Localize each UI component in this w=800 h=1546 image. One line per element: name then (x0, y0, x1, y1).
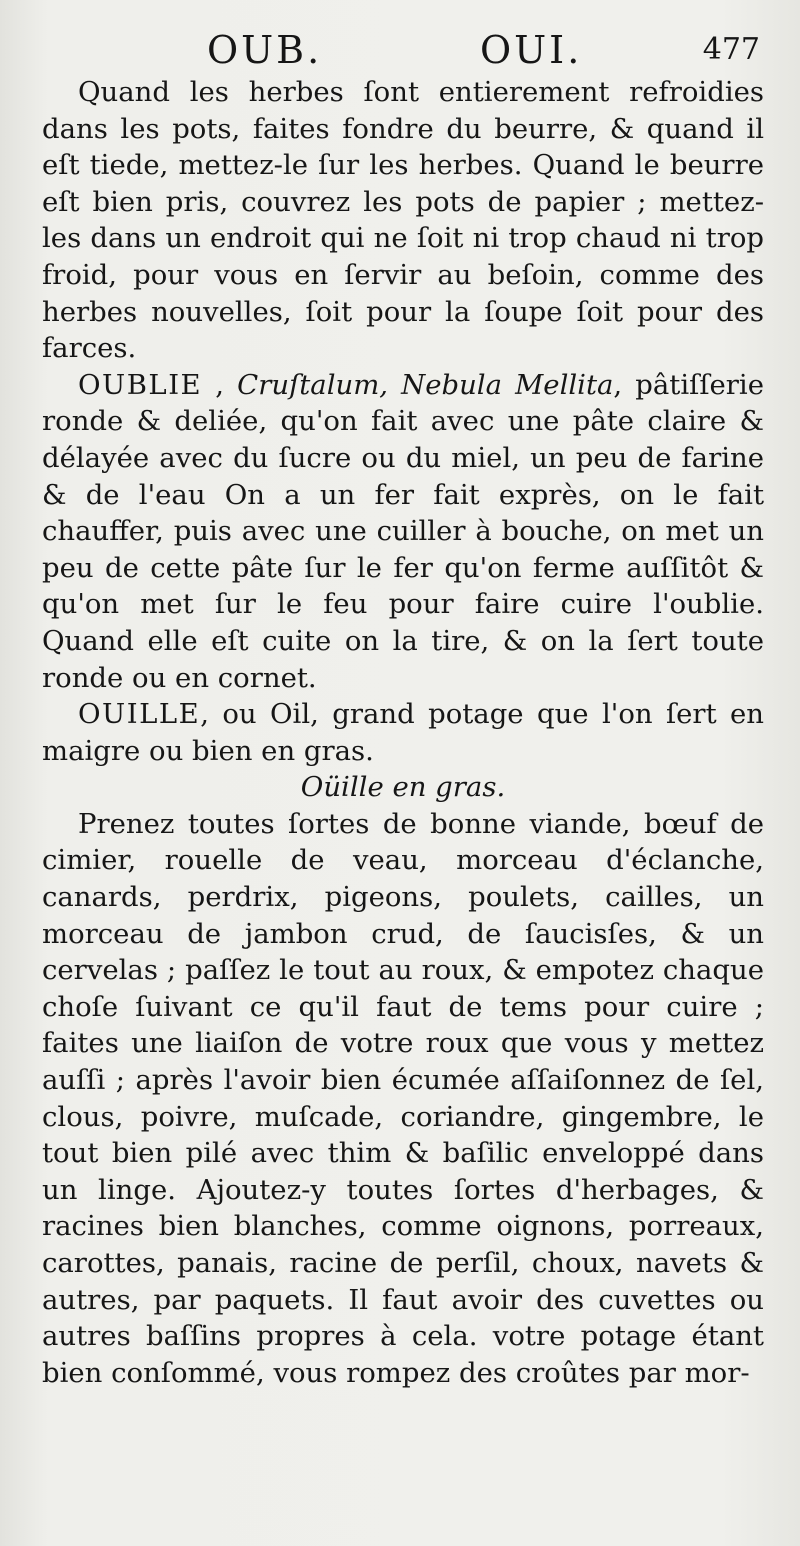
entry-head-oublie: OUBLIE (78, 368, 203, 401)
entry-oublie: OUBLIE , Cruſtalum, Nebula Mellita, pâtiſſerie ronde & deliée, qu'on fait avec une pâte claire & délayée avec du ſucre ou du miel, un peu de farine & de l'eau On a un fer fait exprès, on le fait chauffer, puis avec une cuiller à bouche, on met un peu de cette pâte ſur le fer qu'on ferme auſſitôt & qu'on met ſur le feu pour faire cuire l'oublie. Quand elle eſt cuite on la tire, & on la ſert toute ronde ou en cornet. (42, 368, 764, 694)
entry-ouille (42, 696, 764, 769)
header-left: OUB. (207, 28, 323, 72)
entry-body-ouille: , ou Oil, grand potage que l'on ſert en maigre ou bien en gras. (42, 698, 764, 767)
entry-body-oublie: , pâtiſſerie ronde & deliée, qu'on fait avec une pâte claire & délayée avec du ſucre ou du miel, un peu de farine & de l'eau On a un fer fait exprès, on le fait chauffer, puis avec une cuiller à bouche, on met un peu de cette pâte ſur le fer qu'on ferme auſſitôt & qu'on met ſur le feu pour faire cuire l'oublie. Quand elle eſt cuite on la tire, & on la ſert toute ronde ou en cornet. (42, 368, 764, 694)
page-number: 477 (702, 32, 760, 67)
entry-head-ouille: OUILLE (78, 698, 201, 731)
entry-latin-oublie: Cruſtalum, Nebula Mellita (237, 368, 614, 401)
running-header (42, 22, 764, 74)
paragraph-herbes: Quand les herbes ſont entierement refroidies dans les pots, faites fondre du beurre, & quand il eſt tiede, mettez-le ſur les herbes. Quand le beurre eſt bien pris, couvrez les pots de papier ; mettez-les dans un endroit qui ne ſoit ni trop chaud ni trop froid, pour vous en ſervir au beſoin, comme des herbes nouvelles, ſoit pour la ſoupe ſoit pour des farces. (42, 76, 764, 365)
header-right: OUI. (480, 28, 583, 72)
body-text (42, 74, 764, 1391)
recipe-subheading: Oüille en gras. (300, 771, 506, 804)
paragraph-recipe: Prenez toutes ſortes de bonne viande, bœuf de cimier, rouelle de veau, morceau d'éclanche, canards, perdrix, pigeons, poulets, cailles, un morceau de jambon crud, de ſaucisſes, & un cervelas ; paſſez le tout au roux, & empotez chaque choſe ſuivant ce qu'il faut de tems pour cuire ; faites une liaiſon de votre roux que vous y mettez auſſi ; après l'avoir bien écumée aſſaiſonnez de ſel, clous, poivre, muſcade, coriandre, gingembre, le tout bien pilé avec thim & baſilic enveloppé dans un linge. Ajoutez-y toutes ſortes d'herbages, & racines bien blanches, comme oignons, porreaux, carottes, panais, racine de perſil, choux, navets & autres, par paquets. Il faut avoir des cuvettes ou autres baſſins propres à cela. votre potage étant bien conſommé, vous rompez des croûtes par mor- (42, 807, 764, 1389)
